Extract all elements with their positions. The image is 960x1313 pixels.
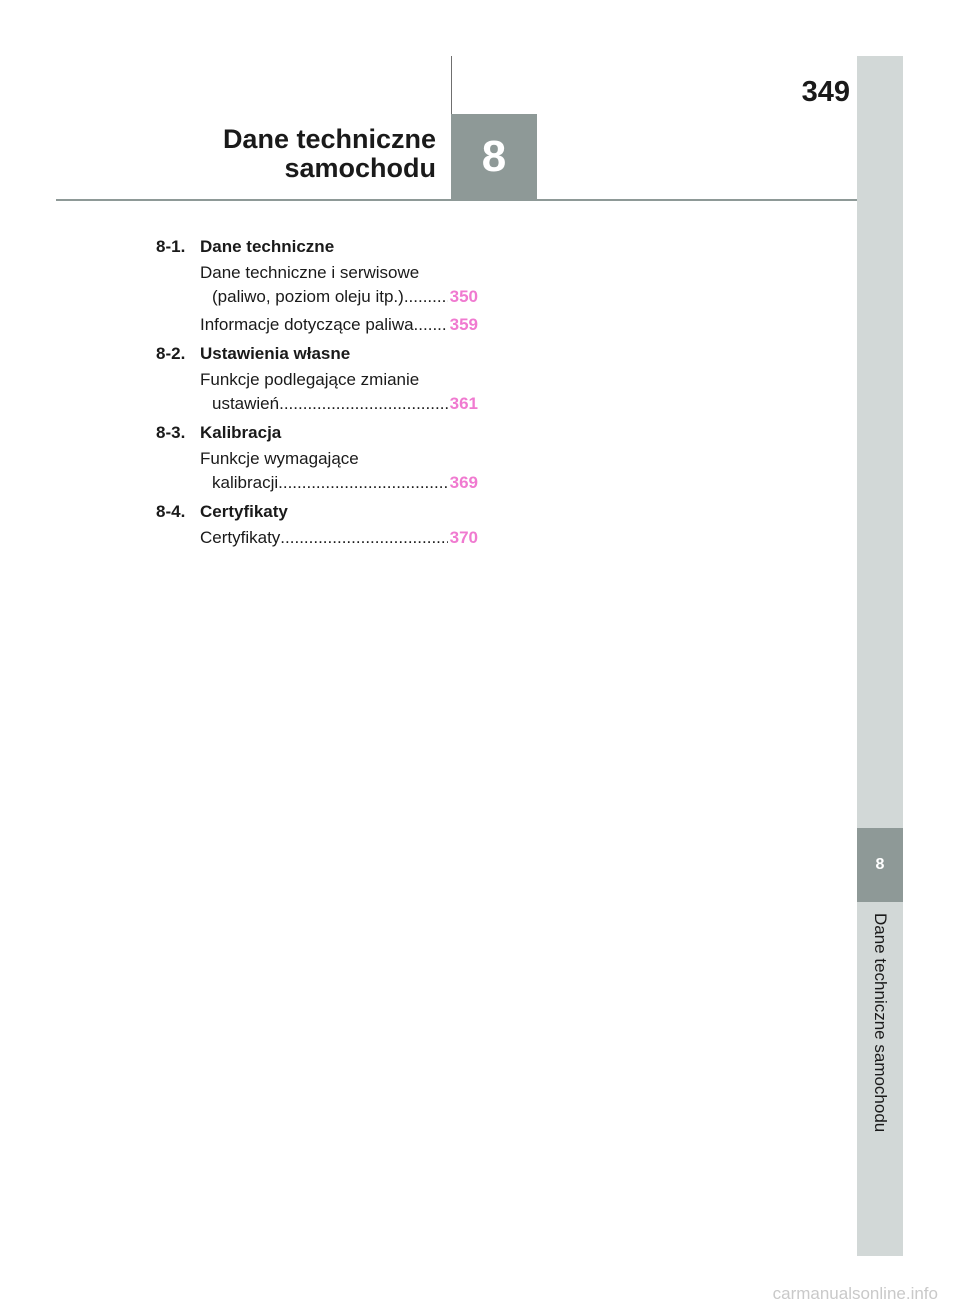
- toc-entry[interactable]: [200, 447, 478, 495]
- toc-section-8-1[interactable]: [156, 234, 478, 259]
- section-number: 8-4.: [156, 502, 186, 521]
- page-number: 349: [801, 76, 850, 108]
- entry-line1: Funkcje wymagające: [200, 449, 359, 468]
- leader-dots: [280, 526, 447, 550]
- page-link[interactable]: 359: [449, 315, 478, 334]
- chapter-title-line2: samochodu: [284, 153, 436, 183]
- leader-dots: [404, 285, 448, 309]
- entry-line1: Funkcje podlegające zmianie: [200, 370, 420, 389]
- toc-section-8-4[interactable]: [156, 499, 478, 524]
- page-link[interactable]: 369: [449, 473, 478, 492]
- toc-entry[interactable]: [200, 313, 478, 337]
- section-number: 8-2.: [156, 344, 186, 363]
- table-of-contents: [156, 234, 478, 554]
- leader-dots: [279, 392, 448, 416]
- page-link[interactable]: 350: [449, 287, 478, 306]
- watermark: carmanualsonline.info: [772, 1284, 938, 1303]
- entry-text: Informacje dotyczące paliwa: [200, 315, 414, 334]
- toc-entry[interactable]: [200, 526, 478, 550]
- chapter-number-box: 8: [451, 114, 537, 200]
- entry-text: kalibracji: [212, 473, 279, 492]
- entry-text: (paliwo, poziom oleju itp.): [212, 287, 404, 306]
- side-chapter-tab[interactable]: 8: [857, 828, 903, 902]
- toc-entry[interactable]: [200, 368, 478, 416]
- entry-text: ustawień: [212, 394, 280, 413]
- section-title: Dane techniczne: [200, 237, 335, 256]
- page-link[interactable]: 370: [449, 528, 478, 547]
- leader-dots: [278, 471, 447, 495]
- section-number: 8-3.: [156, 423, 186, 442]
- toc-entry[interactable]: [200, 261, 478, 309]
- page-link[interactable]: 361: [449, 394, 478, 413]
- toc-section-8-2[interactable]: [156, 341, 478, 366]
- leader-dots: [414, 313, 448, 337]
- chapter-title-line1: Dane techniczne: [222, 124, 436, 154]
- chapter-title: [223, 125, 436, 183]
- entry-text: Certyfikaty: [200, 528, 281, 547]
- section-title: Certyfikaty: [200, 502, 288, 521]
- section-title: Kalibracja: [200, 423, 282, 442]
- section-title: Ustawienia własne: [200, 344, 351, 363]
- section-number: 8-1.: [156, 237, 186, 256]
- toc-section-8-3[interactable]: [156, 420, 478, 445]
- entry-line1: Dane techniczne i serwisowe: [200, 263, 420, 282]
- side-chapter-label: Dane techniczne samochodu: [871, 913, 890, 1133]
